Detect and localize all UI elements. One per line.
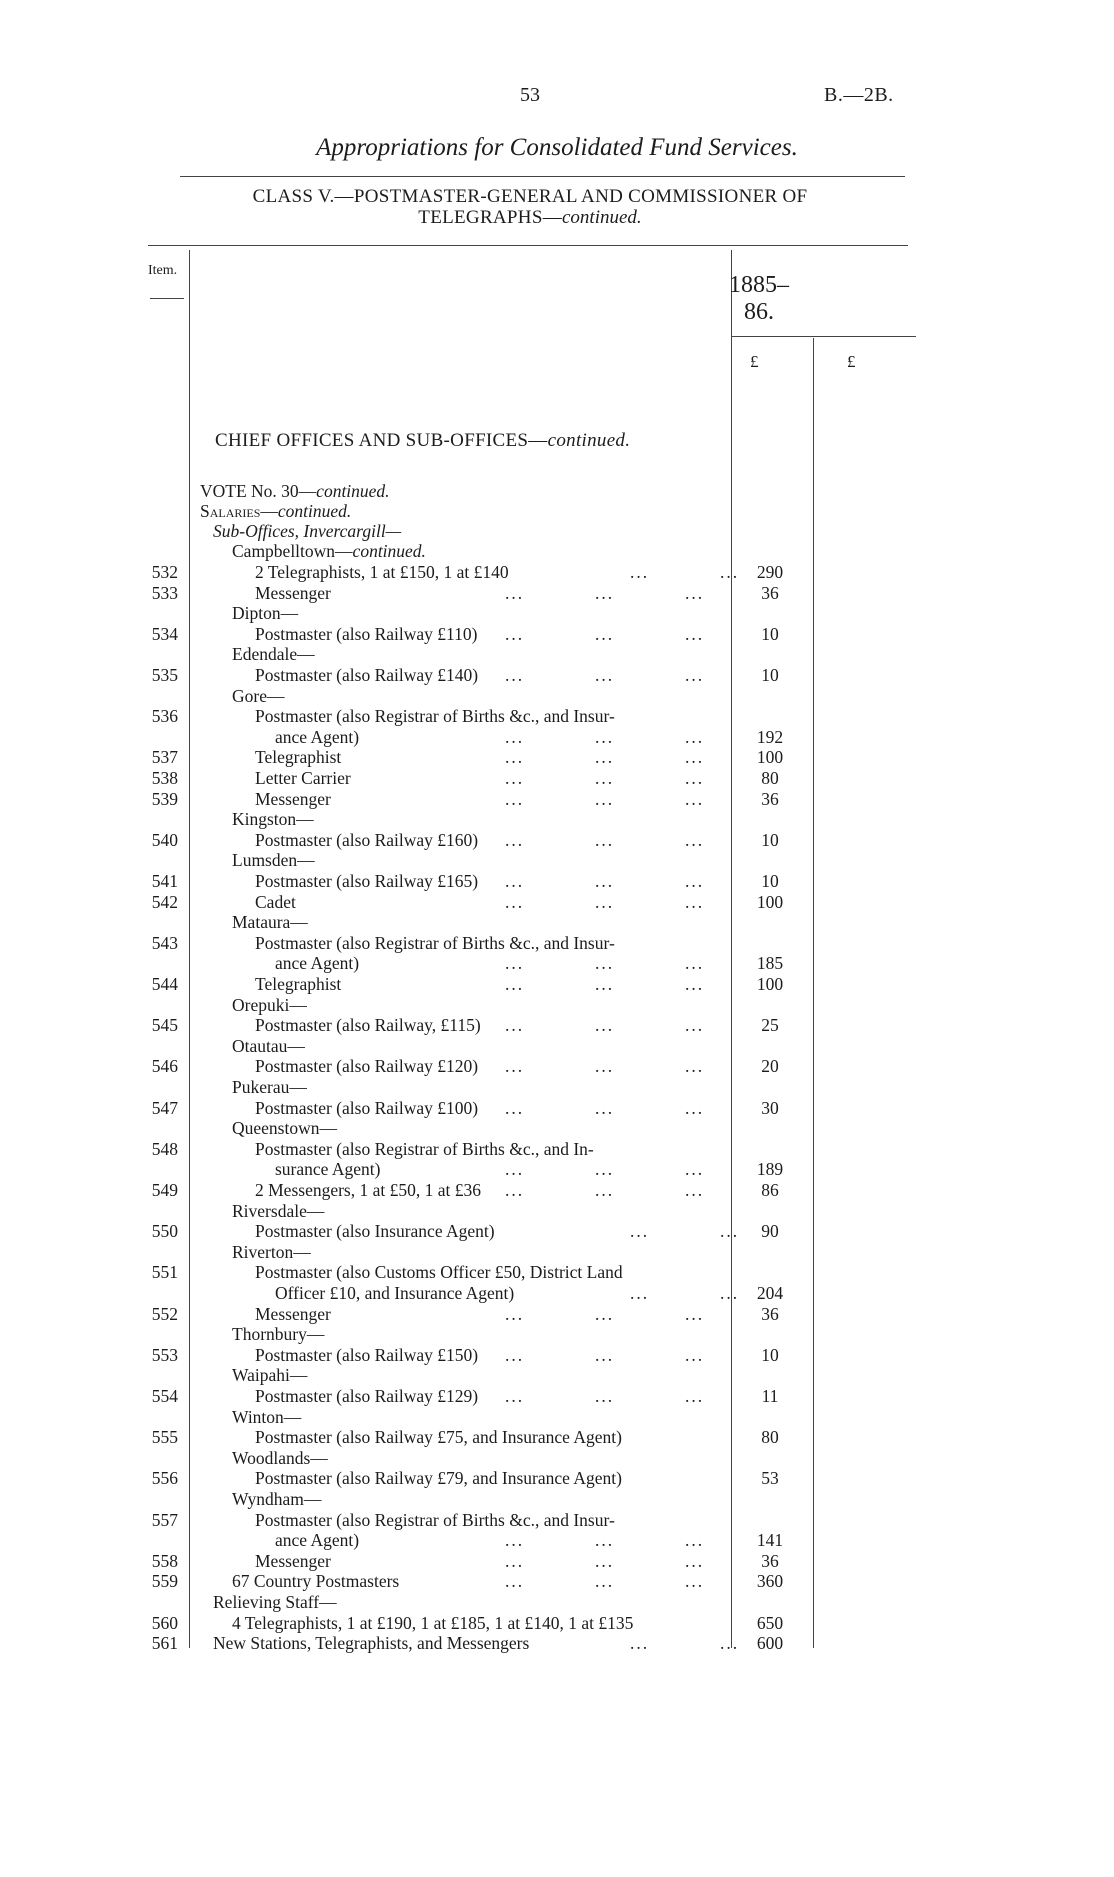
item-number: 554: [151, 1386, 178, 1406]
item-number: 546: [151, 1056, 178, 1077]
table-row: ance Agent) ... ... ... 192: [0, 727, 1114, 747]
office-heading: Gore—: [232, 685, 285, 706]
row-description: Postmaster (also Insurance Agent): [255, 1221, 495, 1242]
office-heading: Thornbury—: [232, 1324, 325, 1345]
row-amount: 20: [761, 1056, 779, 1077]
title-rule: [180, 176, 905, 177]
document-reference: B.—2B.: [824, 84, 894, 106]
currency-symbol-subtotal: £: [750, 352, 759, 371]
table-row: 553 Postmaster (also Railway £150) ... ... ... 10: [0, 1345, 1114, 1365]
table-row: [0, 1262, 1114, 1282]
class-title: [200, 186, 860, 228]
table-row: ance Agent) ... ... ... 185: [0, 953, 1114, 973]
item-number: 544: [151, 974, 178, 994]
row-description: Messenger: [255, 788, 331, 809]
row-amount: 600: [756, 1633, 784, 1654]
office-heading: Dipton—: [232, 603, 299, 624]
item-number: 540: [151, 829, 178, 850]
row-amount: 204: [756, 1283, 784, 1303]
table-row: [0, 1201, 1114, 1221]
table-row: 545 Postmaster (also Railway, £115) ... ... ... 25: [0, 1015, 1114, 1035]
item-number: 536: [151, 706, 178, 727]
row-amount: 53: [761, 1468, 779, 1489]
table-row: 538 Letter Carrier ... ... ... 80: [0, 768, 1114, 788]
row-description: Postmaster (also Registrar of Births &c., and Insur-: [255, 1509, 615, 1530]
row-description: Postmaster (also Railway £165): [255, 871, 479, 891]
item-number: 535: [151, 665, 178, 685]
row-description: Postmaster (also Registrar of Births &c., and Insur-: [255, 706, 615, 727]
table-row: [0, 1427, 1114, 1447]
row-description: Messenger: [255, 1303, 331, 1324]
page-number: 53: [520, 84, 540, 106]
row-description: Postmaster (also Customs Officer £50, District Land: [255, 1262, 623, 1283]
table-row: [0, 1613, 1114, 1633]
item-number: 561: [151, 1633, 178, 1654]
office-heading: Woodlands—: [232, 1447, 328, 1468]
row-description: Cadet: [255, 891, 296, 912]
row-amount: 360: [756, 1571, 784, 1592]
table-row: 546 Postmaster (also Railway £120) ... ... ... 20: [0, 1056, 1114, 1076]
table-row: 554 Postmaster (also Railway £129) ... ... ... 11: [0, 1386, 1114, 1406]
class-title-suffix: continued.: [562, 207, 642, 228]
row-amount: 30: [761, 1097, 779, 1118]
table-row: 558 Messenger ... ... ... 36: [0, 1551, 1114, 1571]
row-amount: 80: [761, 768, 779, 788]
item-number: 541: [151, 871, 178, 891]
table-row: [0, 933, 1114, 953]
table-row: 544 Telegraphist ... ... ... 100: [0, 974, 1114, 994]
office-heading: Orepuki—: [232, 994, 307, 1015]
table-row: [0, 1036, 1114, 1056]
class-title-line-2: TELEGRAPHS—continued.: [418, 207, 642, 228]
table-row: [0, 1139, 1114, 1159]
item-number: 555: [151, 1427, 178, 1448]
row-description: ance Agent): [275, 953, 360, 974]
row-description: Postmaster (also Railway £150): [255, 1344, 479, 1365]
row-description: Postmaster (also Railway £160): [255, 829, 479, 850]
item-number: 560: [151, 1612, 178, 1633]
table-row: 533 Messenger ... ... ... 36: [0, 583, 1114, 603]
row-description: Messenger: [255, 582, 331, 603]
class-title-line-1: CLASS V.—POSTMASTER-GENERAL AND COMMISSIONER OF: [252, 186, 808, 207]
row-amount: 100: [756, 974, 784, 994]
table-row: [0, 1365, 1114, 1385]
row-description: Postmaster (also Registrar of Births &c., and Insur-: [255, 932, 615, 953]
table-row: [0, 1489, 1114, 1509]
table-row: 561 New Stations, Telegraphists, and Messengers ... ... 600: [0, 1633, 1114, 1653]
row-amount: 86: [761, 1180, 779, 1200]
office-heading: Riverton—: [232, 1241, 311, 1262]
item-number: 558: [151, 1550, 178, 1571]
row-description: Letter Carrier: [255, 768, 351, 788]
row-amount: 100: [756, 747, 784, 768]
table-row: 550 Postmaster (also Insurance Agent) ... ... 90: [0, 1221, 1114, 1241]
row-amount: 10: [761, 871, 779, 891]
item-column-header: Item.: [148, 263, 178, 278]
row-amount: 36: [761, 788, 779, 809]
office-heading: Relieving Staff—: [213, 1592, 337, 1612]
item-number: 549: [151, 1180, 178, 1200]
row-description: 67 Country Postmasters: [232, 1571, 400, 1592]
item-number: 552: [151, 1303, 178, 1324]
row-description: Postmaster (also Registrar of Births &c., and In-: [255, 1138, 594, 1159]
office-heading: Pukerau—: [232, 1077, 307, 1097]
office-heading: Edendale—: [232, 644, 315, 665]
section-heading: CHIEF OFFICES AND SUB-OFFICES—continued.: [215, 430, 631, 451]
table-row: [0, 809, 1114, 829]
page-title: Appropriations for Consolidated Fund Services.: [316, 134, 798, 161]
row-amount: 189: [756, 1159, 784, 1180]
campbelltown-line: Campbelltown—continued.: [232, 541, 426, 561]
table-row: [0, 1077, 1114, 1097]
item-number: 532: [151, 562, 178, 582]
row-description: surance Agent): [275, 1159, 381, 1180]
table-row: 559 67 Country Postmasters ... ... ... 360: [0, 1571, 1114, 1591]
table-row: ance Agent) ... ... ... 141: [0, 1530, 1114, 1550]
table-row: 537 Telegraphist ... ... ... 100: [0, 747, 1114, 767]
row-amount: 36: [761, 1550, 779, 1571]
item-number: 538: [151, 768, 178, 788]
row-description: Messenger: [255, 1550, 331, 1571]
row-amount: 25: [761, 1015, 779, 1036]
suboffices-line: Sub-Offices, Invercargill—: [213, 521, 402, 541]
row-amount: 100: [756, 891, 784, 912]
item-number: 543: [151, 932, 178, 953]
item-number: 550: [151, 1221, 178, 1242]
table-row: [0, 850, 1114, 870]
row-amount: 650: [756, 1612, 784, 1633]
item-header-underline: [150, 298, 184, 299]
row-description: Postmaster (also Railway £100): [255, 1097, 479, 1118]
table-row: [0, 706, 1114, 726]
table-row: 552 Messenger ... ... ... 36: [0, 1304, 1114, 1324]
table-row: [0, 686, 1114, 706]
office-heading: Mataura—: [232, 912, 308, 933]
table-row: [0, 1242, 1114, 1262]
row-description: Postmaster (also Railway £140): [255, 665, 479, 685]
office-heading: Queenstown—: [232, 1118, 337, 1139]
table-row: 534 Postmaster (also Railway £110) ... ... ... 10: [0, 624, 1114, 644]
row-description: Officer £10, and Insurance Agent): [275, 1283, 515, 1303]
salaries-line: Salaries—continued.: [200, 501, 352, 521]
table-row: [0, 644, 1114, 664]
item-number: 553: [151, 1344, 178, 1365]
row-description: Telegraphist: [255, 747, 342, 768]
item-number: 534: [151, 623, 178, 644]
table-row: [0, 1448, 1114, 1468]
row-description: 2 Messengers, 1 at £50, 1 at £36: [255, 1180, 482, 1200]
row-description: 2 Telegraphists, 1 at £150, 1 at £140: [255, 562, 509, 582]
row-amount: 10: [761, 665, 779, 685]
item-number: 537: [151, 747, 178, 768]
row-description: Postmaster (also Railway £120): [255, 1056, 479, 1077]
table-row: [0, 1324, 1114, 1344]
table-row: 539 Messenger ... ... ... 36: [0, 789, 1114, 809]
row-amount: 90: [761, 1221, 779, 1242]
office-heading: Wyndham—: [232, 1489, 322, 1509]
item-number: 539: [151, 788, 178, 809]
table-row: [0, 1592, 1114, 1612]
row-amount: 11: [761, 1386, 779, 1406]
table-row: [0, 1407, 1114, 1427]
row-amount: 192: [756, 726, 784, 747]
row-description: Postmaster (also Railway, £115): [255, 1015, 481, 1036]
table-row: 547 Postmaster (also Railway £100) ... ... ... 30: [0, 1098, 1114, 1118]
row-description: Postmaster (also Railway £79, and Insurance Agent): [255, 1468, 622, 1489]
row-description: Postmaster (also Railway £110): [255, 623, 478, 644]
office-heading: Otautau—: [232, 1035, 305, 1056]
table-row: [0, 995, 1114, 1015]
table-row: 540 Postmaster (also Railway £160) ... ... ... 10: [0, 830, 1114, 850]
year-header-rule: [731, 336, 916, 337]
row-description: New Stations, Telegraphists, and Messengers: [213, 1633, 530, 1654]
row-description: Postmaster (also Railway £129): [255, 1386, 479, 1406]
currency-symbol-total: £: [847, 352, 856, 371]
row-amount: 36: [761, 582, 779, 603]
office-heading: Winton—: [232, 1406, 302, 1427]
item-number: 556: [151, 1468, 178, 1489]
row-description: Postmaster (also Railway £75, and Insurance Agent): [255, 1427, 622, 1448]
table-row: [0, 1468, 1114, 1488]
table-row: [0, 603, 1114, 623]
office-heading: Riversdale—: [232, 1200, 325, 1221]
row-amount: 36: [761, 1303, 779, 1324]
row-amount: 10: [761, 829, 779, 850]
office-heading: Kingston—: [232, 809, 314, 830]
item-number: 559: [151, 1571, 178, 1592]
year-column-header: 1885–86.: [729, 272, 789, 325]
table-row: 541 Postmaster (also Railway £165) ... ... ... 10: [0, 871, 1114, 891]
table-row: 535 Postmaster (also Railway £140) ... ... ... 10: [0, 665, 1114, 685]
row-amount: 10: [761, 1344, 779, 1365]
row-description: Telegraphist: [255, 974, 342, 994]
office-heading: Lumsden—: [232, 850, 315, 871]
row-description: ance Agent): [275, 726, 360, 747]
vote-line: VOTE No. 30—continued.: [200, 481, 390, 501]
table-row: [0, 1510, 1114, 1530]
item-number: 533: [151, 582, 178, 603]
table-row: [0, 1118, 1114, 1138]
item-number: 557: [151, 1509, 178, 1530]
table-top-rule: [148, 245, 908, 246]
row-amount: 10: [761, 623, 779, 644]
row-description: 4 Telegraphists, 1 at £190, 1 at £185, 1 at £140, 1 at £135: [232, 1612, 634, 1633]
section-heading-suffix: continued.: [547, 430, 631, 451]
office-heading: Waipahi—: [232, 1365, 308, 1386]
table-row: 532 2 Telegraphists, 1 at £150, 1 at £140 ... ... 290: [0, 562, 1114, 582]
table-row: 542 Cadet ... ... ... 100: [0, 892, 1114, 912]
row-amount: 80: [761, 1427, 779, 1448]
table-row: 549 2 Messengers, 1 at £50, 1 at £36 ... ... ... 86: [0, 1180, 1114, 1200]
row-amount: 290: [756, 562, 784, 582]
row-description: ance Agent): [275, 1530, 360, 1551]
item-number: 542: [151, 891, 178, 912]
table-row: surance Agent) ... ... ... 189: [0, 1159, 1114, 1179]
table-row: [0, 912, 1114, 932]
item-number: 547: [151, 1097, 178, 1118]
row-amount: 141: [756, 1530, 784, 1551]
table-row: Officer £10, and Insurance Agent) ... ... 204: [0, 1283, 1114, 1303]
item-number: 545: [151, 1015, 178, 1036]
item-number: 548: [151, 1138, 178, 1159]
row-amount: 185: [756, 953, 784, 974]
item-number: 551: [151, 1262, 178, 1283]
